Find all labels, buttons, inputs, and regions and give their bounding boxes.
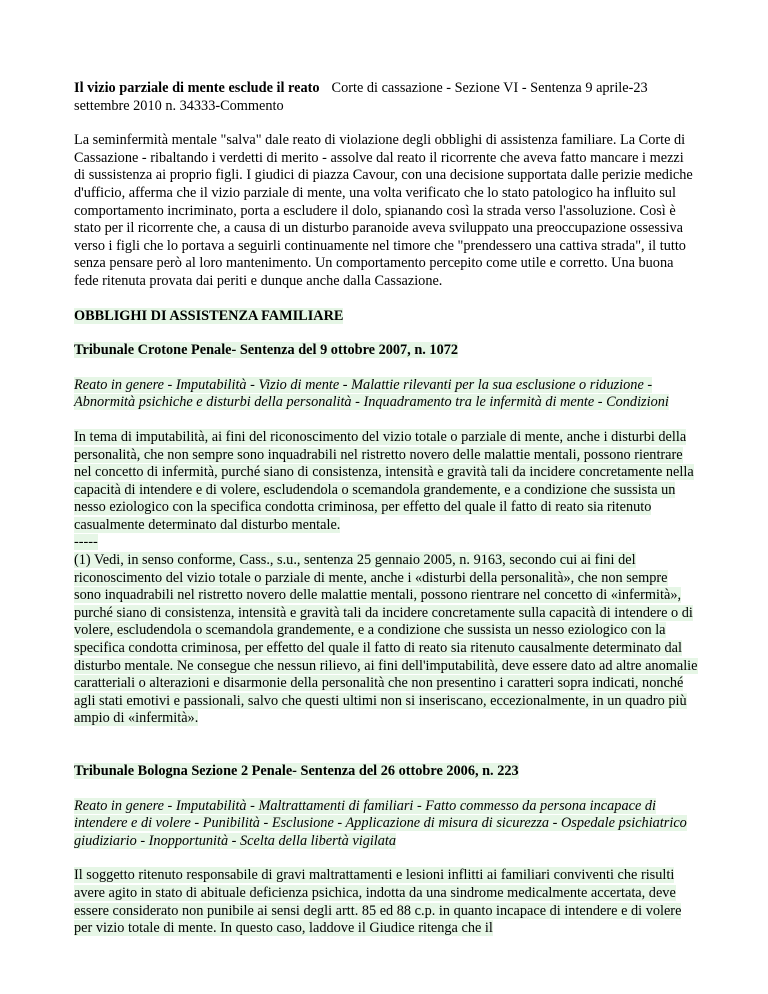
case-title: Tribunale Bologna Sezione 2 Penale- Sentenza del 26 ottobre 2006, n. 223 [74,763,519,779]
section-heading: OBBLIGHI DI ASSISTENZA FAMILIARE [74,307,344,324]
document-header [74,80,698,115]
case-massima: Reato in genere - Imputabilità - Maltrattamenti di familiari - Fatto commesso da persona incapace di intendere e di volere - Punibilità - Esclusione - Applicazione di misura di sicurezza - Ospedale psichiatrico giudiziario - Inopportunità - Scelta della libertà vigilata [74,797,687,849]
case-massima: Reato in genere - Imputabilità - Vizio di mente - Malattie rilevanti per la sua esclusione o riduzione - Abnormità psichiche e disturbi della personalità - Inquadramento tra le infermità di mente - Condizioni [74,376,669,411]
document-content [74,80,698,938]
case-title: Tribunale Crotone Penale- Sentenza del 9 ottobre 2007, n. 1072 [74,342,459,359]
document-title: Il vizio parziale di mente esclude il reato [74,80,320,96]
separator: ----- [74,534,98,551]
document-subtitle: Corte di cassazione - Sezione VI - Sentenza 9 aprile-23 settembre 2010 n. 34333-Commento [74,80,648,114]
intro-paragraph: La seminfermità mentale "salva" dale reato di violazione degli obblighi di assistenza familiare. La Corte di Cassazione - ribaltando i verdetti di merito - assolve dal reato il ricorrente che aveva fatto mancare i mezzi di sussistenza ai proprio figli. I giudici di piazza Cavour, con una decisione supportata dalle perizie mediche d'ufficio, afferma che il vizio parziale di mente, una volta verificato che lo stato patologico ha influito sul comportamento incriminato, porta a escludere il dolo, spianando così la strada verso l'assoluzione. Così è stato per il ricorrente che, a causa di un disturbo paranoide aveva sviluppato una preoccupazione ossessiva verso i figli che lo portava a seguirli continuamente nel timore che "prendessero una cattiva strada", il tutto senza pensare però al loro mantenimento. Un comportamento percepito come utile e corretto. Una buona fede ritenuta provata dai periti e dunque anche dalla Cassazione. [74,132,693,289]
case-body: Il soggetto ritenuto responsabile di gravi maltrattamenti e lesioni inflitti ai familiari conviventi che risulti avere agito in stato di abituale deficienza psichica, indotta da una sindrome medicalmente accertata, deve essere considerato non punibile ai sensi degli artt. 85 ed 88 c.p. in quanto incapace di intendere e di volere per vizio totale di mente. In questo caso, laddove il Giudice ritenga che il [74,867,682,937]
case-body: In tema di imputabilità, ai fini del riconoscimento del vizio totale o parziale di mente, anche i disturbi della personalità, che non sempre sono inquadrabili nel ristretto novero delle malattie mentali, possono rientrare nel concetto di infermità, purché siano di consistenza, intensità e gravità tali da incidere concretamente nella capacità di intendere e di volere, escludendola o scemandola grandemente, e a condizione che sussista un nesso eziologico con la specifica condotta criminosa, per effetto del quale il fatto di reato sia ritenuto casualmente determinato dal disturbo mentale. ----- (1) Vedi, in senso conforme, Cass., s.u., sentenza 25 gennaio 2005, n. 9163, secondo cui ai fini del riconoscimento del vizio totale o parziale di mente, anche i «disturbi della personalità», che non sempre sono inquadrabili nel ristretto novero delle malattie mentali, possono rientrare nel concetto di «infermità», purché siano di consistenza, intensità e gravità tali da incidere concretamente sulla capacità di intendere o di volere, escludendola o scemandola grandemente, e a condizione che sussista un nesso eziologico con la specifica condotta criminosa, per effetto del quale il fatto di reato sia ritenuto causalmente determinato dal disturbo mentale. Ne consegue che nessun rilievo, ai fini dell'imputabilità, deve essere dato ad altre anomalie caratteriali o alterazioni e disarmonie della personalità che non presentino i caratteri sopra indicati, nonché agli stati emotivi e passionali, salvo che questi ultimi non si inseriscano, eccezionalmente, in un quadro più ampio di «infermità». [74,428,698,727]
case-note: (1) Vedi, in senso conforme, Cass., s.u., sentenza 25 gennaio 2005, n. 9163, secondo cui ai fini del riconoscimento del vizio totale o parziale di mente, anche i «disturbi della personalità», che non sempre sono inquadrabili nel ristretto novero delle malattie mentali, possono rientrare nel concetto di «infermità», purché siano di consistenza, intensità e gravità tali da incidere concretamente sulla capacità di intendere o di volere, escludendola o scemandola grandemente, e a condizione che sussista un nesso eziologico con la specifica condotta criminosa, per effetto del quale il fatto di reato sia ritenuto causalmente determinato dal disturbo mentale. Ne consegue che nessun rilievo, ai fini dell'imputabilità, deve essere dato ad altre anomalie caratteriali o alterazioni e disarmonie della personalità che non presentino i caratteri sopra indicati, nonché agli stati emotivi e passionali, salvo che questi ultimi non si inseriscano, eccezionalmente, in un quadro più ampio di «infermità». [74,552,698,727]
